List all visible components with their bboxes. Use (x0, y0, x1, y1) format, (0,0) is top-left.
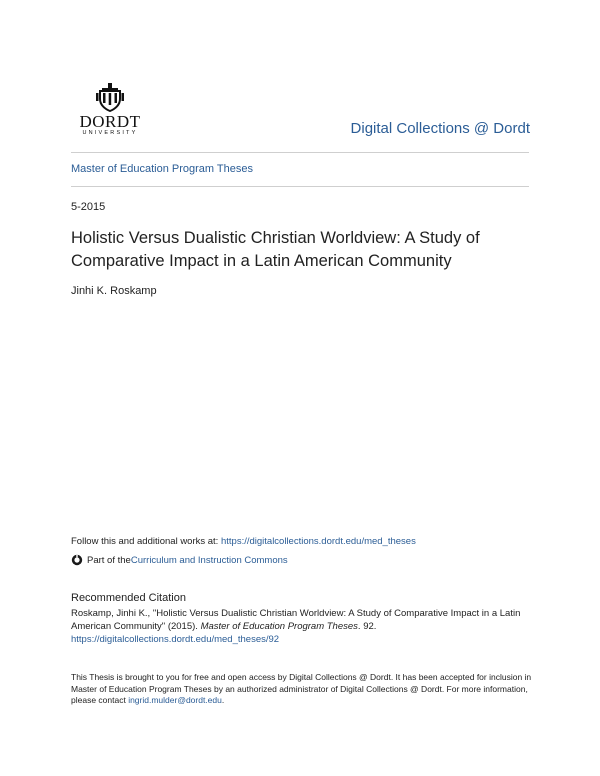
series-link[interactable]: Master of Education Program Theses (71, 163, 253, 175)
part-of-line (71, 554, 288, 566)
part-of-prefix: Part of the (87, 554, 131, 566)
open-access-icon (71, 554, 83, 566)
series-divider (71, 186, 529, 187)
author-name: Jinhi K. Roskamp (71, 285, 157, 297)
thesis-title: Holistic Versus Dualistic Christian Worldview: A Study of Comparative Impact in a Latin American Community (71, 229, 480, 270)
logo-subtitle: UNIVERSITY (82, 130, 138, 136)
citation-main: Roskamp, Jinhi K., "Holistic Versus Dualistic Christian Worldview: A Study of Comparative Impact in a Latin American Community" (2015). (71, 608, 521, 632)
access-info-end: . (221, 695, 225, 705)
citation-url-link[interactable]: https://digitalcollections.dordt.edu/med_theses/92 (71, 634, 280, 645)
citation-number: . 92. (357, 621, 377, 632)
access-info-text: This Thesis is brought to you for free and open access by Digital Collections @ Dordt. It has been accepted for inclusion in Master of Education Program Theses by an authorized administrator of Digital Collections @ Dordt. For more information, please contact (71, 672, 532, 705)
publication-date: 5-2015 (71, 201, 106, 213)
site-title-link[interactable]: Digital Collections @ Dordt (350, 120, 530, 137)
dordt-crest-icon (92, 82, 128, 112)
follow-url-link[interactable]: https://digitalcollections.dordt.edu/med_theses (220, 536, 416, 547)
citation-series: Master of Education Program Theses (200, 621, 358, 632)
dordt-university-logo[interactable] (72, 82, 148, 138)
access-info (71, 672, 533, 707)
recommended-citation-heading: Recommended Citation (71, 592, 186, 604)
header-divider (71, 152, 529, 153)
citation-text (71, 607, 531, 646)
logo-wordmark: DORDT (79, 112, 141, 131)
follow-prefix: Follow this and additional works at: (71, 536, 221, 547)
commons-link[interactable]: Curriculum and Instruction Commons (130, 554, 288, 566)
follow-line (71, 536, 416, 547)
contact-email-link[interactable]: ingrid.mulder@dordt.edu (128, 695, 222, 705)
